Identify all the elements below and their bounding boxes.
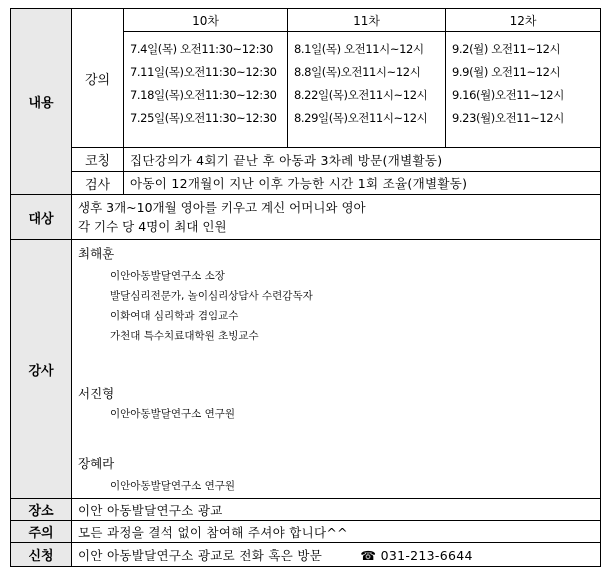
schedule-date: 7.18일(목)오전11:30~12:30 <box>130 88 277 102</box>
target-line: 각 기수 당 4명이 최대 인원 <box>78 219 227 234</box>
instructor-role: 이안아동발달연구소 연구원 <box>110 480 236 492</box>
program-table-frame <box>10 8 600 564</box>
target-text <box>72 195 601 240</box>
section-content: 내용 <box>11 9 72 195</box>
schedule-round-11 <box>288 32 446 148</box>
apply-text: 이안 아동발달연구소 광교로 전화 혹은 방문 <box>78 547 323 563</box>
schedule-date: 9.23(월)오전11~12시 <box>452 111 564 125</box>
instructor-name: 서진형 <box>78 386 115 401</box>
round-11: 11차 <box>288 9 446 32</box>
instructor-role: 이안아동발달연구소 소장 <box>110 270 225 282</box>
schedule-date: 8.22일(목)오전11시~12시 <box>294 88 428 102</box>
instructor-role: 발달심리전문가, 놀이심리상담사 수련감독자 <box>110 290 313 302</box>
schedule-date: 8.1일(목) 오전11시~12시 <box>294 42 424 56</box>
notice-text: 모든 과정을 결석 없이 참여해 주셔야 합니다^^ <box>72 521 601 543</box>
row-checkup: 검사 <box>72 172 124 195</box>
target-row <box>11 195 601 240</box>
phone-number: 031-213-6644 <box>380 547 473 563</box>
phone-icon: ☎ <box>360 547 377 563</box>
section-notice: 주의 <box>11 521 72 543</box>
row-lecture: 강의 <box>72 9 124 148</box>
place-row <box>11 499 601 521</box>
schedule-date: 8.8일(목)오전11시~12시 <box>294 65 421 79</box>
schedule-date: 9.16(월)오전11~12시 <box>452 88 564 102</box>
instructor-name: 장혜라 <box>78 456 115 471</box>
schedule-date: 8.29일(목)오전11시~12시 <box>294 111 428 125</box>
schedule-round-10 <box>124 32 288 148</box>
checkup-row <box>11 172 601 195</box>
instructor-role: 이안아동발달연구소 연구원 <box>110 408 236 420</box>
section-target: 대상 <box>11 195 72 240</box>
target-line: 생후 3개~10개월 영아를 키우고 계신 어머니와 영아 <box>78 200 366 215</box>
coaching-text: 집단강의가 4회기 끝난 후 아동과 3차례 방문(개별활동) <box>124 148 601 172</box>
round-header-row <box>11 9 601 32</box>
apply-row <box>11 543 601 567</box>
section-apply: 신청 <box>11 543 72 567</box>
round-10: 10차 <box>124 9 288 32</box>
instructor-list <box>72 240 601 499</box>
instructor-row <box>11 240 601 499</box>
notice-row <box>11 521 601 543</box>
schedule-date: 9.2(월) 오전11~12시 <box>452 42 561 56</box>
apply-cell <box>72 543 601 567</box>
instructor-role: 이화여대 심리학과 겸임교수 <box>110 310 239 322</box>
schedule-date: 9.9(월) 오전11~12시 <box>452 65 561 79</box>
instructor-name: 최해훈 <box>78 246 115 261</box>
section-instructor: 강사 <box>11 240 72 499</box>
section-place: 장소 <box>11 499 72 521</box>
checkup-text: 아동이 12개월이 지난 이후 가능한 시간 1회 조율(개별활동) <box>124 172 601 195</box>
program-table <box>10 8 601 567</box>
instructor-role: 가천대 특수치료대학원 초빙교수 <box>110 330 259 342</box>
schedule-date: 7.25일(목)오전11:30~12:30 <box>130 111 277 125</box>
schedule-date: 7.11일(목)오전11:30~12:30 <box>130 65 277 79</box>
row-coaching: 코칭 <box>72 148 124 172</box>
place-text: 이안 아동발달연구소 광교 <box>72 499 601 521</box>
schedule-date: 7.4일(목) 오전11:30~12:30 <box>130 42 273 56</box>
schedule-round-12 <box>446 32 601 148</box>
coaching-row <box>11 148 601 172</box>
round-12: 12차 <box>446 9 601 32</box>
